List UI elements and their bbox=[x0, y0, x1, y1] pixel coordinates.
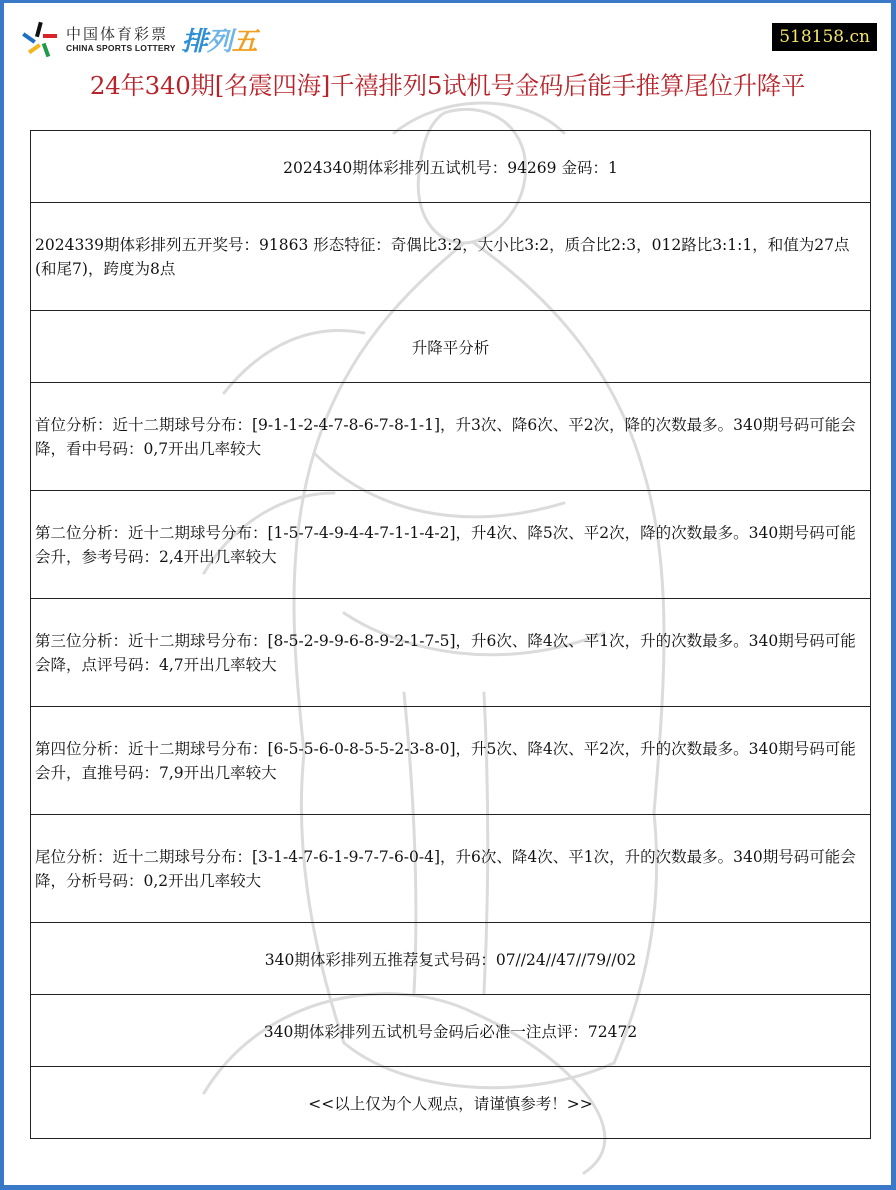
table-row bbox=[31, 1067, 871, 1139]
table-row bbox=[31, 203, 871, 311]
analysis-fourth-position: 第四位分析：近十二期球号分布：[6-5-5-6-0-8-5-5-2-3-8-0]，升5次、降4次、平2次，升的次数最多。340期号码可能会升，直推号码：7,9开出几率较大 bbox=[31, 707, 871, 815]
site-badge[interactable]: 518158.cn bbox=[772, 23, 877, 51]
china-sports-lottery-logo[interactable] bbox=[20, 19, 257, 59]
table-row bbox=[31, 815, 871, 923]
brand-char-3: 五 bbox=[231, 26, 257, 57]
table-row bbox=[31, 995, 871, 1067]
logo-chinese-name: 中国体育彩票 bbox=[66, 24, 169, 43]
table-row bbox=[31, 923, 871, 995]
table-row bbox=[31, 599, 871, 707]
test-number-cell: 2024340期体彩排列五试机号：94269 金码：1 bbox=[31, 131, 871, 203]
table-row bbox=[31, 491, 871, 599]
pailie5-brand bbox=[182, 21, 257, 58]
table-row bbox=[31, 707, 871, 815]
last-draw-cell: 2024339期体彩排列五开奖号：91863 形态特征：奇偶比3:2，大小比3:2，质合比2:3，012路比3:1:1，和值为27点(和尾7)，跨度为8点 bbox=[31, 203, 871, 311]
brand-char-2: 列 bbox=[206, 26, 232, 57]
pick-cell: 340期体彩排列五试机号金码后必准一注点评：72472 bbox=[31, 995, 871, 1067]
table-row bbox=[31, 383, 871, 491]
analysis-third-position: 第三位分析：近十二期球号分布：[8-5-2-9-9-6-8-9-2-1-7-5]，升6次、降4次、平1次，升的次数最多。340期号码可能会降，点评号码：4,7开出几率较大 bbox=[31, 599, 871, 707]
disclaimer-cell: <<以上仅为个人观点，请谨慎参考！>> bbox=[31, 1067, 871, 1139]
analysis-first-position: 首位分析：近十二期球号分布：[9-1-1-2-4-7-8-6-7-8-1-1]，升3次、降6次、平2次，降的次数最多。340期号码可能会降，看中号码：0,7开出几率较大 bbox=[31, 383, 871, 491]
analysis-second-position: 第二位分析：近十二期球号分布：[1-5-7-4-9-4-4-7-1-1-4-2]，升4次、降5次、平2次，降的次数最多。340期号码可能会升，参考号码：2,4开出几率较大 bbox=[31, 491, 871, 599]
table-row bbox=[31, 311, 871, 383]
analysis-table bbox=[30, 130, 871, 1139]
analysis-last-position: 尾位分析：近十二期球号分布：[3-1-4-7-6-1-9-7-7-6-0-4]，升6次、降4次、平1次，升的次数最多。340期号码可能会降，分析号码：0,2开出几率较大 bbox=[31, 815, 871, 923]
logo-text bbox=[66, 26, 176, 53]
table-row bbox=[31, 131, 871, 203]
brand-char-1: 排 bbox=[181, 26, 207, 57]
recommend-cell: 340期体彩排列五推荐复式号码：07//24//47//79//02 bbox=[31, 923, 871, 995]
lottery-star-icon bbox=[20, 19, 60, 59]
logo-english-name: CHINA SPORTS LOTTERY bbox=[66, 42, 176, 53]
section-heading-cell: 升降平分析 bbox=[31, 311, 871, 383]
page-title: 24年340期[名震四海]千禧排列5试机号金码后能手推算尾位升降平 bbox=[89, 71, 806, 100]
header bbox=[4, 3, 891, 63]
